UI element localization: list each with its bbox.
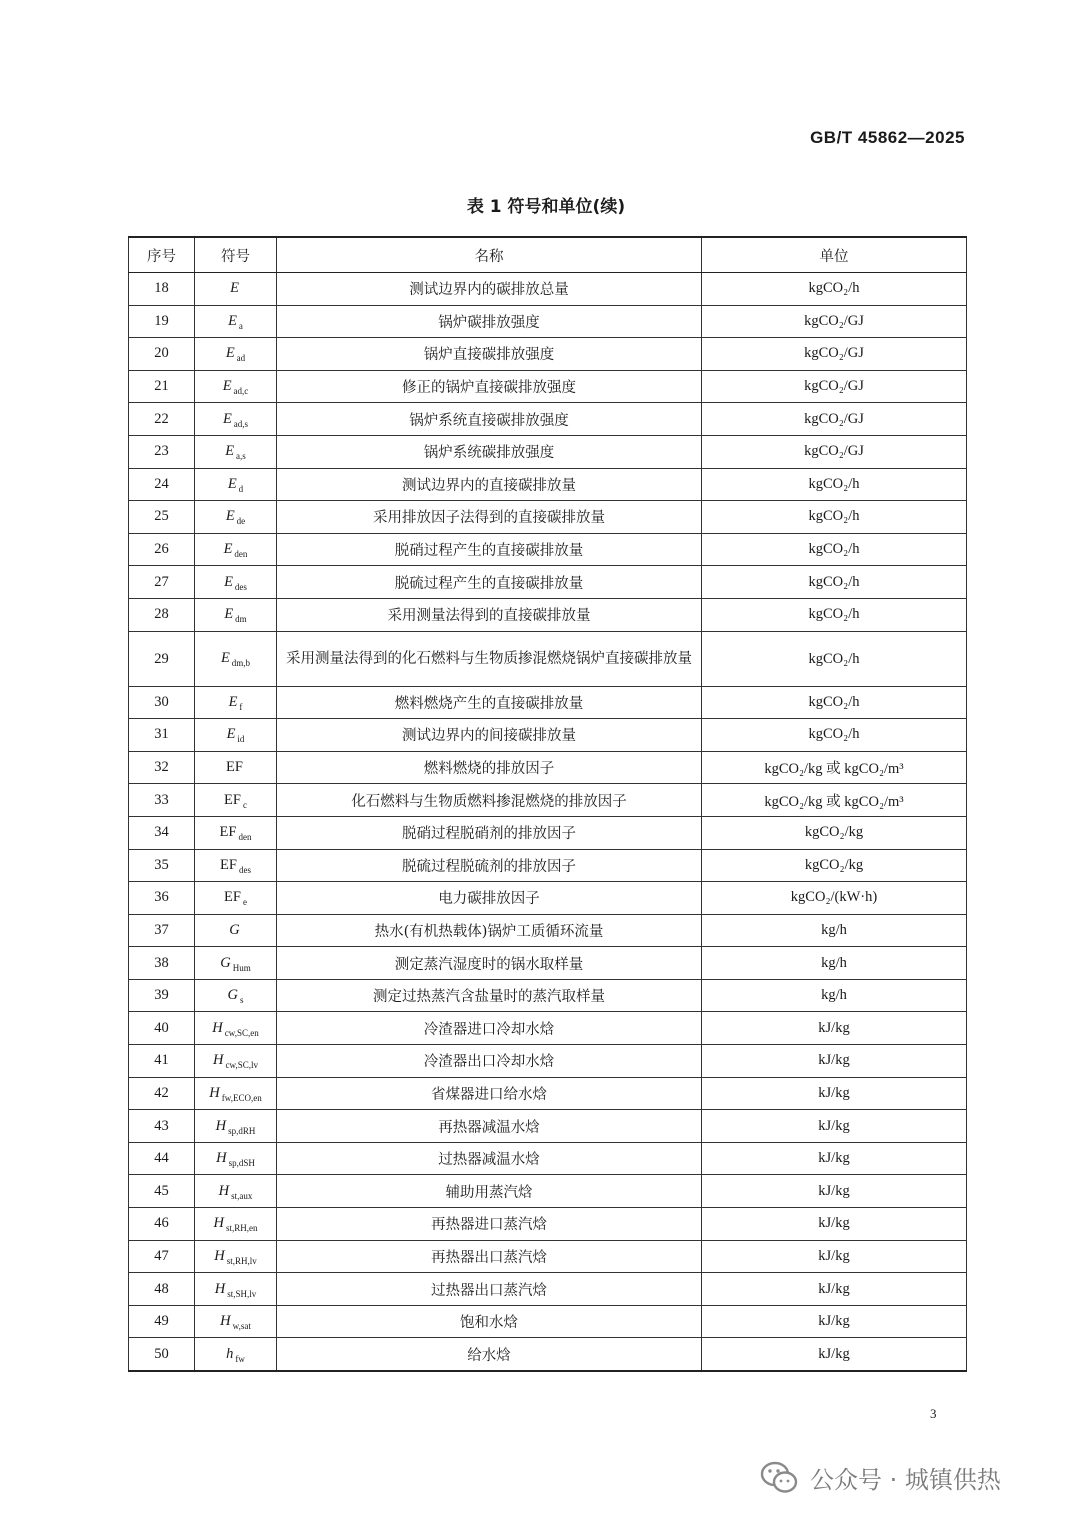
symbol-subscript: cw,SC,en (224, 1027, 259, 1038)
row-number: 42 (129, 1077, 195, 1110)
row-name: 测试边界内的直接碳排放量 (277, 468, 702, 501)
symbol-subscript: des (238, 864, 251, 875)
table-row (129, 631, 967, 686)
row-unit: kJ/kg (702, 1142, 967, 1175)
row-unit: kJ/kg (702, 1273, 967, 1306)
row-unit: kgCO₂/GJ (702, 305, 967, 338)
symbol-base: EF (219, 824, 237, 841)
symbols-table (128, 236, 967, 1372)
row-number: 45 (129, 1175, 195, 1208)
row-number: 48 (129, 1273, 195, 1306)
row-symbol (195, 719, 277, 752)
row-symbol (195, 273, 277, 306)
symbol-subscript: fw,ECO,en (221, 1092, 262, 1103)
row-name: 锅炉系统直接碳排放强度 (277, 403, 702, 436)
row-symbol (195, 1142, 277, 1175)
row-symbol (195, 1077, 277, 1110)
wechat-icon (760, 1461, 800, 1495)
row-symbol (195, 1012, 277, 1045)
symbol-base: E (223, 541, 233, 558)
row-symbol (195, 1110, 277, 1143)
row-number: 21 (129, 370, 195, 403)
row-name: 测定过热蒸汽含盐量时的蒸汽取样量 (277, 979, 702, 1012)
table-row (129, 686, 967, 719)
row-number: 37 (129, 914, 195, 947)
table-row (129, 305, 967, 338)
table-row (129, 370, 967, 403)
table-row (129, 914, 967, 947)
col-header-name: 名称 (277, 237, 702, 273)
row-number: 41 (129, 1045, 195, 1078)
symbol-subscript: a,s (236, 451, 246, 462)
symbol-subscript: cw,SC,lv (225, 1060, 258, 1071)
table-row (129, 435, 967, 468)
symbol-base: H (220, 1313, 231, 1330)
row-number: 36 (129, 882, 195, 915)
row-number: 46 (129, 1208, 195, 1241)
row-number: 22 (129, 403, 195, 436)
symbol-base: H (214, 1280, 226, 1297)
row-number: 50 (129, 1338, 195, 1371)
row-number: 49 (129, 1305, 195, 1338)
row-symbol (195, 882, 277, 915)
row-name: 燃料燃烧产生的直接碳排放量 (277, 686, 702, 719)
symbol-subscript: w,sat (232, 1321, 251, 1332)
row-name: 饱和水焓 (277, 1305, 702, 1338)
row-number: 39 (129, 979, 195, 1012)
row-name: 锅炉直接碳排放强度 (277, 338, 702, 371)
symbol-base: H (218, 1182, 230, 1199)
row-symbol (195, 686, 277, 719)
row-name: 脱硝过程产生的直接碳排放量 (277, 533, 702, 566)
table-row (129, 947, 967, 980)
row-name: 冷渣器进口冷却水焓 (277, 1012, 702, 1045)
row-symbol (195, 435, 277, 468)
row-unit: kgCO₂/kg (702, 816, 967, 849)
row-unit: kJ/kg (702, 1338, 967, 1371)
row-number: 27 (129, 566, 195, 599)
row-symbol (195, 338, 277, 371)
table-row (129, 1012, 967, 1045)
table-row (129, 882, 967, 915)
row-name: 再热器进口蒸汽焓 (277, 1208, 702, 1241)
watermark (760, 1460, 1001, 1495)
table-row (129, 468, 967, 501)
row-name: 测定蒸汽湿度时的锅水取样量 (277, 947, 702, 980)
table-title: 表 1 符号和单位(续) (466, 197, 626, 217)
table-row (129, 784, 967, 817)
symbol-base: G (229, 921, 240, 938)
row-unit: kJ/kg (702, 1305, 967, 1338)
table-row (129, 719, 967, 752)
row-unit: kJ/kg (702, 1175, 967, 1208)
row-name: 脱硫过程脱硫剂的排放因子 (277, 849, 702, 882)
row-symbol (195, 631, 277, 686)
row-name: 采用排放因子法得到的直接碳排放量 (277, 501, 702, 534)
row-number: 30 (129, 686, 195, 719)
row-symbol (195, 751, 277, 784)
symbol-subscript: e (242, 897, 247, 908)
symbol-base: E (225, 508, 235, 525)
row-unit: kgCO₂/kg 或 kgCO₂/m³ (702, 751, 967, 784)
row-name: 过热器出口蒸汽焓 (277, 1273, 702, 1306)
symbol-base: E (220, 650, 230, 667)
symbol-base: H (215, 1117, 227, 1134)
document-code: GB/T 45862—2025 (810, 128, 965, 147)
symbol-subscript: st,aux (231, 1190, 253, 1201)
symbol-subscript: st,RH,lv (226, 1255, 257, 1266)
row-unit: kg/h (702, 914, 967, 947)
row-name: 测试边界内的碳排放总量 (277, 273, 702, 306)
symbol-subscript: id (237, 734, 245, 745)
symbol-base: E (222, 378, 232, 395)
table-row (129, 1338, 967, 1371)
row-unit: kgCO₂/kg (702, 849, 967, 882)
symbol-base: E (227, 475, 237, 492)
symbol-subscript: ad,s (233, 418, 249, 429)
symbol-subscript: ad,c (233, 386, 249, 397)
row-name: 省煤器进口给水焓 (277, 1077, 702, 1110)
symbol-subscript: dm (235, 614, 247, 625)
col-header-symbol: 符号 (195, 237, 277, 273)
symbol-base: E (222, 410, 232, 427)
row-number: 38 (129, 947, 195, 980)
row-number: 44 (129, 1142, 195, 1175)
row-number: 32 (129, 751, 195, 784)
row-name: 锅炉碳排放强度 (277, 305, 702, 338)
row-name: 测试边界内的间接碳排放量 (277, 719, 702, 752)
row-unit: kgCO₂/h (702, 533, 967, 566)
row-symbol (195, 598, 277, 631)
row-number: 47 (129, 1240, 195, 1273)
row-unit: kgCO₂/kg 或 kgCO₂/m³ (702, 784, 967, 817)
row-unit: kJ/kg (702, 1208, 967, 1241)
table-header-row (129, 237, 967, 273)
row-symbol (195, 1240, 277, 1273)
row-name: 电力碳排放因子 (277, 882, 702, 915)
symbol-subscript: st,RH,en (225, 1223, 258, 1234)
symbol-base: E (224, 606, 234, 623)
table-row (129, 1110, 967, 1143)
symbol-base: H (213, 1215, 224, 1232)
table-row (129, 501, 967, 534)
symbol-subscript: dm,b (231, 658, 251, 669)
row-symbol (195, 849, 277, 882)
symbol-subscript: sp,dRH (228, 1125, 256, 1136)
row-unit: kgCO₂/GJ (702, 338, 967, 371)
row-unit: kgCO₂/GJ (702, 435, 967, 468)
row-unit: kJ/kg (702, 1045, 967, 1078)
symbol-base: E (226, 726, 236, 743)
row-symbol (195, 1273, 277, 1306)
table-row (129, 566, 967, 599)
symbol-base: EF (220, 856, 237, 873)
symbol-subscript: f (239, 701, 243, 712)
col-header-unit: 单位 (702, 237, 967, 273)
table-row (129, 979, 967, 1012)
symbol-subscript: Hum (232, 962, 251, 973)
symbol-subscript: sp,dSH (228, 1158, 255, 1169)
symbol-base: EF (226, 759, 243, 776)
row-symbol (195, 784, 277, 817)
row-symbol (195, 1338, 277, 1371)
row-number: 20 (129, 338, 195, 371)
row-name: 化石燃料与生物质燃料掺混燃烧的排放因子 (277, 784, 702, 817)
row-symbol (195, 947, 277, 980)
row-name: 过热器减温水焓 (277, 1142, 702, 1175)
row-symbol (195, 403, 277, 436)
row-unit: kJ/kg (702, 1110, 967, 1143)
table-row (129, 1077, 967, 1110)
table-row (129, 403, 967, 436)
table-row (129, 338, 967, 371)
row-name: 给水焓 (277, 1338, 702, 1371)
row-unit: kgCO₂/h (702, 566, 967, 599)
row-unit: kg/h (702, 947, 967, 980)
symbol-subscript: a (238, 320, 243, 331)
row-name: 热水(有机热载体)锅炉工质循环流量 (277, 914, 702, 947)
table-row (129, 1175, 967, 1208)
symbol-subscript: den (238, 832, 252, 843)
row-unit: kgCO₂/h (702, 468, 967, 501)
row-symbol (195, 914, 277, 947)
watermark-text: 公众号 · 城镇供热 (810, 1466, 1001, 1494)
symbol-base: G (220, 954, 231, 971)
symbol-base: E (230, 280, 239, 297)
row-name: 采用测量法得到的化石燃料与生物质掺混燃烧锅炉直接碳排放量 (277, 631, 702, 686)
symbol-subscript: des (234, 581, 247, 592)
row-unit: kgCO₂/h (702, 686, 967, 719)
row-name: 修正的锅炉直接碳排放强度 (277, 370, 702, 403)
row-number: 31 (129, 719, 195, 752)
row-symbol (195, 305, 277, 338)
row-unit: kgCO₂/GJ (702, 370, 967, 403)
symbol-base: EF (224, 889, 241, 906)
row-symbol (195, 816, 277, 849)
row-symbol (195, 1045, 277, 1078)
symbol-base: G (227, 987, 238, 1004)
table-row (129, 1240, 967, 1273)
symbol-base: E (225, 443, 235, 460)
row-number: 40 (129, 1012, 195, 1045)
symbol-base: E (228, 312, 237, 329)
page-number: 3 (930, 1406, 937, 1421)
table-row (129, 816, 967, 849)
row-name: 再热器减温水焓 (277, 1110, 702, 1143)
table-row (129, 1142, 967, 1175)
row-unit: kJ/kg (702, 1012, 967, 1045)
row-symbol (195, 501, 277, 534)
row-symbol (195, 979, 277, 1012)
row-number: 26 (129, 533, 195, 566)
row-number: 29 (129, 631, 195, 686)
symbol-base: H (209, 1084, 220, 1101)
row-unit: kgCO₂/h (702, 501, 967, 534)
row-symbol (195, 468, 277, 501)
row-unit: kgCO₂/h (702, 273, 967, 306)
row-name: 脱硝过程脱硝剂的排放因子 (277, 816, 702, 849)
row-unit: kJ/kg (702, 1240, 967, 1273)
row-number: 35 (129, 849, 195, 882)
row-number: 28 (129, 598, 195, 631)
row-name: 锅炉系统碳排放强度 (277, 435, 702, 468)
row-name: 再热器出口蒸汽焓 (277, 1240, 702, 1273)
row-unit: kJ/kg (702, 1077, 967, 1110)
symbol-base: EF (224, 791, 241, 808)
symbol-base: H (216, 1150, 227, 1167)
row-unit: kgCO₂/h (702, 598, 967, 631)
row-number: 18 (129, 273, 195, 306)
row-number: 33 (129, 784, 195, 817)
table-row (129, 533, 967, 566)
table-row (129, 1273, 967, 1306)
row-number: 34 (129, 816, 195, 849)
symbol-subscript: st,SH,lv (227, 1288, 257, 1299)
symbol-subscript: den (234, 549, 248, 560)
symbol-subscript: de (236, 516, 246, 527)
row-symbol (195, 1175, 277, 1208)
row-symbol (195, 370, 277, 403)
row-name: 冷渣器出口冷却水焓 (277, 1045, 702, 1078)
row-number: 24 (129, 468, 195, 501)
symbol-base: H (214, 1247, 225, 1264)
row-unit: kgCO₂/h (702, 719, 967, 752)
table-row (129, 751, 967, 784)
row-number: 43 (129, 1110, 195, 1143)
row-number: 23 (129, 435, 195, 468)
row-unit: kgCO₂/h (702, 631, 967, 686)
table-row (129, 1045, 967, 1078)
symbol-base: E (228, 693, 238, 710)
col-header-num: 序号 (129, 237, 195, 273)
row-unit: kg/h (702, 979, 967, 1012)
table-row (129, 849, 967, 882)
symbol-subscript: c (242, 799, 247, 810)
row-symbol (195, 1305, 277, 1338)
row-unit: kgCO₂/GJ (702, 403, 967, 436)
symbol-base: E (224, 573, 233, 590)
table-row (129, 273, 967, 306)
row-number: 25 (129, 501, 195, 534)
symbol-subscript: ad (236, 353, 246, 364)
symbol-subscript: s (239, 995, 244, 1006)
symbol-base: H (212, 1019, 223, 1036)
symbol-base: h (226, 1345, 234, 1362)
row-symbol (195, 533, 277, 566)
symbol-base: H (213, 1052, 224, 1069)
row-name: 辅助用蒸汽焓 (277, 1175, 702, 1208)
row-number: 19 (129, 305, 195, 338)
row-symbol (195, 566, 277, 599)
table-row (129, 1305, 967, 1338)
symbol-base: E (225, 345, 235, 362)
row-unit: kgCO₂/(kW·h) (702, 882, 967, 915)
row-name: 脱硫过程产生的直接碳排放量 (277, 566, 702, 599)
table-row (129, 598, 967, 631)
row-symbol (195, 1208, 277, 1241)
row-name: 采用测量法得到的直接碳排放量 (277, 598, 702, 631)
symbol-subscript: fw (235, 1353, 245, 1364)
symbol-subscript: d (238, 483, 244, 494)
table-row (129, 1208, 967, 1241)
row-name: 燃料燃烧的排放因子 (277, 751, 702, 784)
